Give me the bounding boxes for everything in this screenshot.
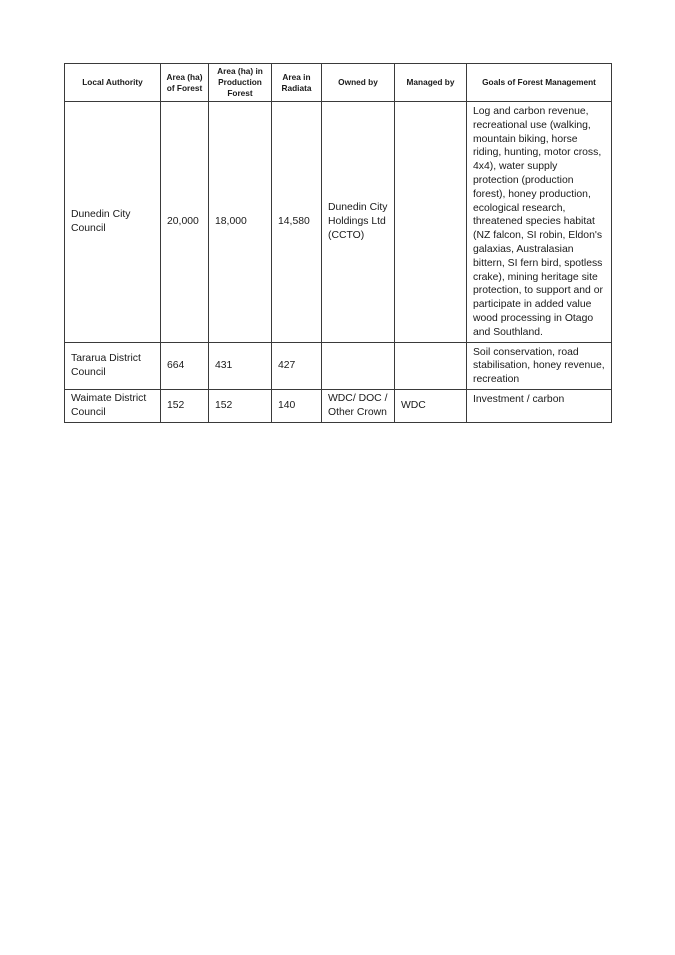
cell-area-forest: 20,000 <box>161 102 209 343</box>
header-area-forest: Area (ha) of Forest <box>161 64 209 102</box>
cell-owned-by <box>322 342 395 389</box>
cell-local-authority: Waimate District Council <box>65 389 161 422</box>
cell-area-production: 152 <box>209 389 272 422</box>
table-row <box>65 389 612 422</box>
forest-management-table <box>64 63 612 423</box>
cell-area-production: 431 <box>209 342 272 389</box>
cell-owned-by: Dunedin City Holdings Ltd (CCTO) <box>322 102 395 343</box>
cell-goals: Investment / carbon <box>467 389 612 422</box>
table-row <box>65 102 612 343</box>
table-row <box>65 342 612 389</box>
header-area-radiata: Area in Radiata <box>272 64 322 102</box>
header-area-production: Area (ha) in Production Forest <box>209 64 272 102</box>
header-managed-by: Managed by <box>395 64 467 102</box>
cell-local-authority: Tararua District Council <box>65 342 161 389</box>
cell-area-production: 18,000 <box>209 102 272 343</box>
cell-managed-by <box>395 342 467 389</box>
table-header-row <box>65 64 612 102</box>
cell-local-authority: Dunedin City Council <box>65 102 161 343</box>
cell-managed-by: WDC <box>395 389 467 422</box>
header-goals: Goals of Forest Management <box>467 64 612 102</box>
cell-owned-by: WDC/ DOC / Other Crown <box>322 389 395 422</box>
header-local-authority: Local Authority <box>65 64 161 102</box>
cell-managed-by <box>395 102 467 343</box>
cell-goals: Log and carbon revenue, recreational use (walking, mountain biking, horse riding, hunting, motor cross, 4x4), water supply protection (production forest), honey production, ecological research, threatened species habitat (NZ falcon, SI robin, Eldon's galaxias, Australasian bittern, SI fern bird, spotless crake), mining heritage site protection, to support and or participate in added value wood processing in Otago and Southland. <box>467 102 612 343</box>
cell-area-radiata: 140 <box>272 389 322 422</box>
cell-area-forest: 152 <box>161 389 209 422</box>
cell-area-radiata: 427 <box>272 342 322 389</box>
cell-area-forest: 664 <box>161 342 209 389</box>
header-owned-by: Owned by <box>322 64 395 102</box>
cell-area-radiata: 14,580 <box>272 102 322 343</box>
cell-goals: Soil conservation, road stabilisation, honey revenue, recreation <box>467 342 612 389</box>
